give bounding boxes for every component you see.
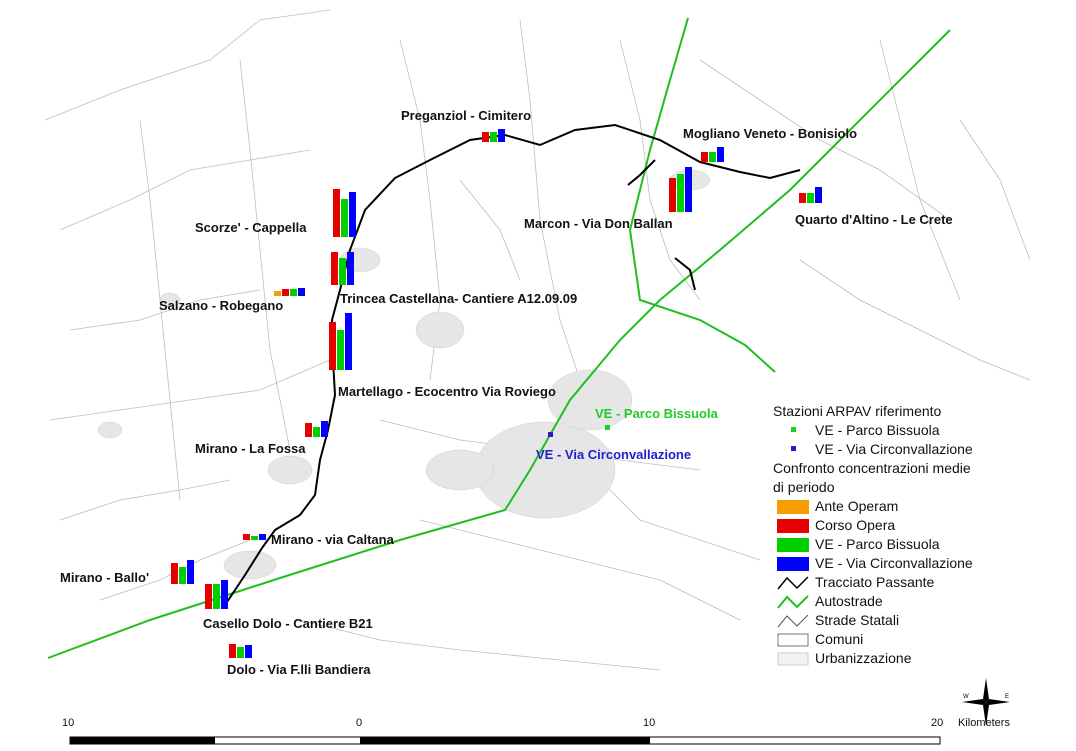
legend-line-item	[773, 630, 973, 649]
station-label-trincea: Trincea Castellana- Cantiere A12.09.09	[340, 291, 578, 306]
station-bar	[341, 199, 348, 237]
station-bar	[221, 580, 228, 609]
station-bar	[313, 427, 320, 437]
station-bar	[305, 423, 312, 437]
station-bar	[482, 132, 489, 142]
legend-line-item	[773, 649, 973, 668]
ref-label-parco-bissuola: VE - Parco Bissuola	[595, 406, 718, 421]
station-bar	[274, 291, 281, 296]
legend-line-label: Strade Statali	[815, 612, 900, 628]
scale-tick: 0	[356, 717, 363, 729]
station-bar	[298, 288, 305, 296]
station-label-mogliano: Mogliano Veneto - Bonisiolo	[683, 126, 858, 141]
station-bar	[171, 563, 178, 584]
legend-bar-label: Corso Opera	[815, 517, 896, 533]
gray-box-icon	[777, 633, 809, 647]
urban-areas	[98, 170, 710, 579]
station-bar	[290, 289, 297, 296]
legend-bar-item	[773, 554, 973, 573]
scale-bar	[0, 715, 1076, 751]
scale-tick: 10	[62, 717, 75, 729]
legend-line-item	[773, 573, 973, 592]
station-bar	[339, 258, 346, 285]
compass-w: W	[963, 694, 969, 700]
legend-line-item	[773, 592, 973, 611]
station-bar	[243, 534, 250, 540]
orange-swatch-icon	[777, 500, 809, 514]
legend-bar-label: VE - Via Circonvallazione	[815, 555, 973, 571]
station-bar	[205, 584, 212, 609]
station-bar	[213, 584, 220, 609]
station-bar	[807, 193, 814, 203]
ref-dot-via-circonvallazione	[548, 432, 553, 437]
legend-line-label: Comuni	[815, 631, 864, 647]
station-label-quarto: Quarto d'Altino - Le Crete	[795, 212, 953, 227]
station-bar	[490, 132, 497, 142]
blue-dot-icon	[791, 446, 796, 451]
station-bar	[799, 193, 806, 203]
legend-bar-item	[773, 497, 973, 516]
legend	[773, 402, 973, 668]
green-line-icon	[777, 595, 809, 609]
station-bar	[685, 167, 692, 212]
station-bar	[347, 252, 354, 285]
scale-bar-graphic	[0, 715, 1076, 751]
station-bar	[331, 252, 338, 285]
station-bar	[333, 189, 340, 237]
legend-bar-item	[773, 516, 973, 535]
station-label-mirano-ballo: Mirano - Ballo'	[60, 570, 150, 585]
station-label-dolo: Dolo - Via F.lli Bandiera	[227, 662, 371, 677]
station-bar	[815, 187, 822, 203]
compass-e: E	[1005, 694, 1010, 700]
legend-ref-title: Stazioni ARPAV riferimento	[773, 403, 942, 419]
legend-conc-title: Confronto concentrazioni medie	[773, 460, 971, 476]
ref-dot-parco-bissuola	[605, 425, 610, 430]
blue-swatch-icon	[777, 557, 809, 571]
legend-bar-label: VE - Parco Bissuola	[815, 536, 940, 552]
station-bar	[259, 534, 266, 540]
legend-ref-item	[773, 440, 973, 459]
station-label-preganziol: Preganziol - Cimitero	[401, 108, 532, 123]
station-label-marcon: Marcon - Via Don Ballan	[524, 216, 673, 231]
station-label-mirano-fossa: Mirano - La Fossa	[195, 441, 306, 456]
scale-tick: 20	[931, 717, 944, 729]
station-bar	[669, 178, 676, 212]
station-bar	[337, 330, 344, 370]
station-bar	[282, 289, 289, 296]
legend-line-label: Tracciato Passante	[815, 574, 935, 590]
station-bar	[329, 322, 336, 370]
green-swatch-icon	[777, 538, 809, 552]
station-bar	[701, 152, 708, 162]
legend-ref-item	[773, 421, 973, 440]
station-bar	[709, 152, 716, 162]
station-bar	[237, 647, 244, 658]
red-swatch-icon	[777, 519, 809, 533]
station-bar	[717, 147, 724, 162]
green-dot-icon	[791, 427, 796, 432]
legend-line-item	[773, 611, 973, 630]
station-bar	[677, 174, 684, 212]
station-label-martellago: Martellago - Ecocentro Via Roviego	[338, 384, 556, 399]
station-label-mirano-caltana: Mirano - via Caltana	[271, 532, 394, 547]
station-bar	[251, 536, 258, 540]
station-bar	[321, 421, 328, 437]
gray-line-icon	[777, 614, 809, 628]
station-bar	[345, 313, 352, 370]
legend-line-label: Urbanizzazione	[815, 650, 912, 666]
station-bar	[245, 645, 252, 658]
station-bar	[187, 560, 194, 584]
scale-unit: Kilometers	[958, 717, 1010, 729]
light-box-icon	[777, 652, 809, 666]
ref-label-via-circonvallazione: VE - Via Circonvallazione	[536, 447, 692, 462]
black-line-icon	[777, 576, 809, 590]
station-label-salzano: Salzano - Robegano	[159, 298, 284, 313]
station-bar	[179, 567, 186, 584]
station-bar	[498, 129, 505, 142]
station-label-casello-dolo: Casello Dolo - Cantiere B21	[203, 616, 373, 631]
legend-conc-subtitle: di periodo	[773, 479, 835, 495]
legend-ref-label: VE - Via Circonvallazione	[815, 441, 973, 457]
legend-bar-label: Ante Operam	[815, 498, 899, 514]
legend-ref-label: VE - Parco Bissuola	[815, 422, 940, 438]
station-bar	[229, 644, 236, 658]
station-label-scorze: Scorze' - Cappella	[195, 220, 307, 235]
station-bar	[349, 192, 356, 237]
legend-line-label: Autostrade	[815, 593, 883, 609]
scale-tick: 10	[643, 717, 656, 729]
legend-bar-item	[773, 535, 973, 554]
